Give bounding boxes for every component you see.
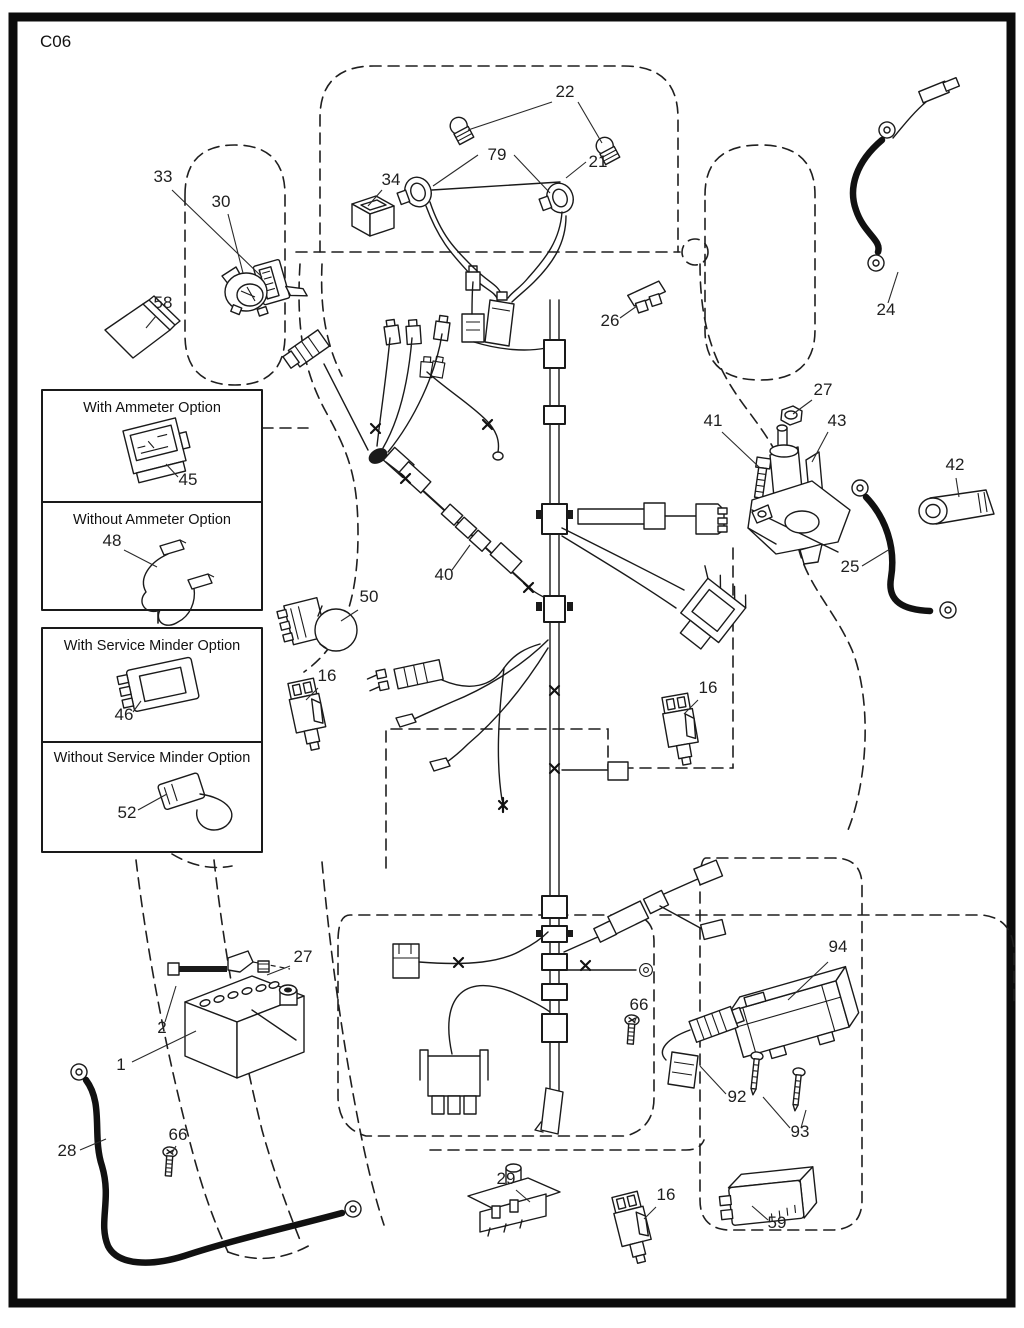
hex-nut-27 [781,406,802,425]
leader-line-28 [80,1139,106,1150]
leader-line-27 [267,966,290,975]
leader-line-41 [722,432,759,467]
part-label-16: 16 [317,666,337,685]
leader-line-21 [566,162,586,178]
screw-66-left [161,1147,177,1177]
part-label-59: 59 [767,1213,787,1232]
leader-line-79 [514,155,550,193]
headlight-harness [394,114,620,346]
battery-1 [185,976,304,1078]
striped-connector [282,330,330,372]
headlight-switch-34 [352,196,394,236]
part-label-43: 43 [827,411,847,430]
part-label-29: 29 [496,1169,516,1188]
leader-line-40 [452,545,470,570]
part-label-42: 42 [945,455,965,474]
part-label-24: 24 [876,300,896,319]
fuse-link [564,860,726,952]
ammeter-with-title: With Ammeter Option [83,400,221,416]
part-label-50: 50 [359,587,379,606]
screw-93-b [789,1067,805,1111]
tractor-outline [136,66,1014,1258]
part-label-40: 40 [434,565,454,584]
part-label-41: 41 [703,411,723,430]
square-connector [462,314,484,342]
part-label-66: 66 [629,995,649,1014]
leader-line-25 [862,549,890,566]
control-module-94 [727,967,864,1066]
screw-66-right [623,1015,639,1045]
inline-link [578,503,727,534]
connector-left [393,932,548,978]
part-label-33: 33 [153,167,173,186]
part-label-58: 58 [153,293,173,312]
part-label-34: 34 [381,170,401,189]
leader-line-22 [578,102,602,143]
leader-line-22 [468,102,552,130]
screw-93-a [747,1051,763,1095]
part-label-79: 79 [487,145,507,164]
battery-nut-27 [258,961,269,972]
service-minder-without-title: Without Service Minder Option [53,750,251,766]
part-label-93: 93 [790,1122,810,1141]
part-label-25: 25 [840,557,860,576]
part-label-92: 92 [727,1087,747,1106]
part-label-22: 22 [555,82,575,101]
leader-line-79 [433,155,478,186]
part-label-2: 2 [157,1018,167,1037]
connector-92 [662,1004,745,1088]
part-label-28: 28 [57,1141,77,1160]
part-label-94: 94 [828,937,848,956]
harness-40 [383,447,550,600]
leader-line-30 [228,214,243,273]
page-code: C06 [40,32,72,51]
cable-28 [68,1061,364,1262]
part-label-27: 27 [813,380,833,399]
part-label-52: 52 [117,803,137,822]
leader-line-2 [165,986,176,1022]
option-box-service-minder [42,628,262,852]
part-label-1: 1 [116,1055,126,1074]
headlight-connector [485,300,514,346]
interlock-switch-16-right [660,693,702,767]
part-label-21: 21 [588,152,608,171]
part-label-46: 46 [114,705,134,724]
part-label-16: 16 [698,678,718,697]
part-label-16: 16 [656,1185,676,1204]
leader-line-24 [888,272,898,303]
terminal-boot-42 [919,490,994,524]
part-label-66: 66 [168,1125,188,1144]
harness-trunk [535,300,573,1134]
ammeter-without-title: Without Ammeter Option [73,512,231,528]
junction-marks [371,420,590,970]
interlock-switch-16-left [286,678,330,753]
leader-line-16 [644,1207,656,1219]
option-box-ammeter [42,390,262,625]
fuse-holder [366,658,443,695]
leader-line-93 [763,1097,790,1128]
service-minder-with-title: With Service Minder Option [63,638,241,654]
pto-connector [663,564,752,655]
leader-line-26 [620,306,637,318]
leader-line-92 [700,1066,726,1094]
battery-bolt-2 [168,963,227,975]
part-label-27: 27 [293,947,313,966]
part-label-45: 45 [178,470,198,489]
interlock-switch-16-bottom [610,1191,656,1266]
part-label-30: 30 [211,192,231,211]
battery-assembly [168,951,304,1078]
terminal-clamp [228,951,253,972]
hour-meter-50 [276,598,357,651]
cable-24 [853,78,959,273]
part-label-26: 26 [600,311,620,330]
part-label-48: 48 [102,531,122,550]
seat-connector [420,986,550,1114]
